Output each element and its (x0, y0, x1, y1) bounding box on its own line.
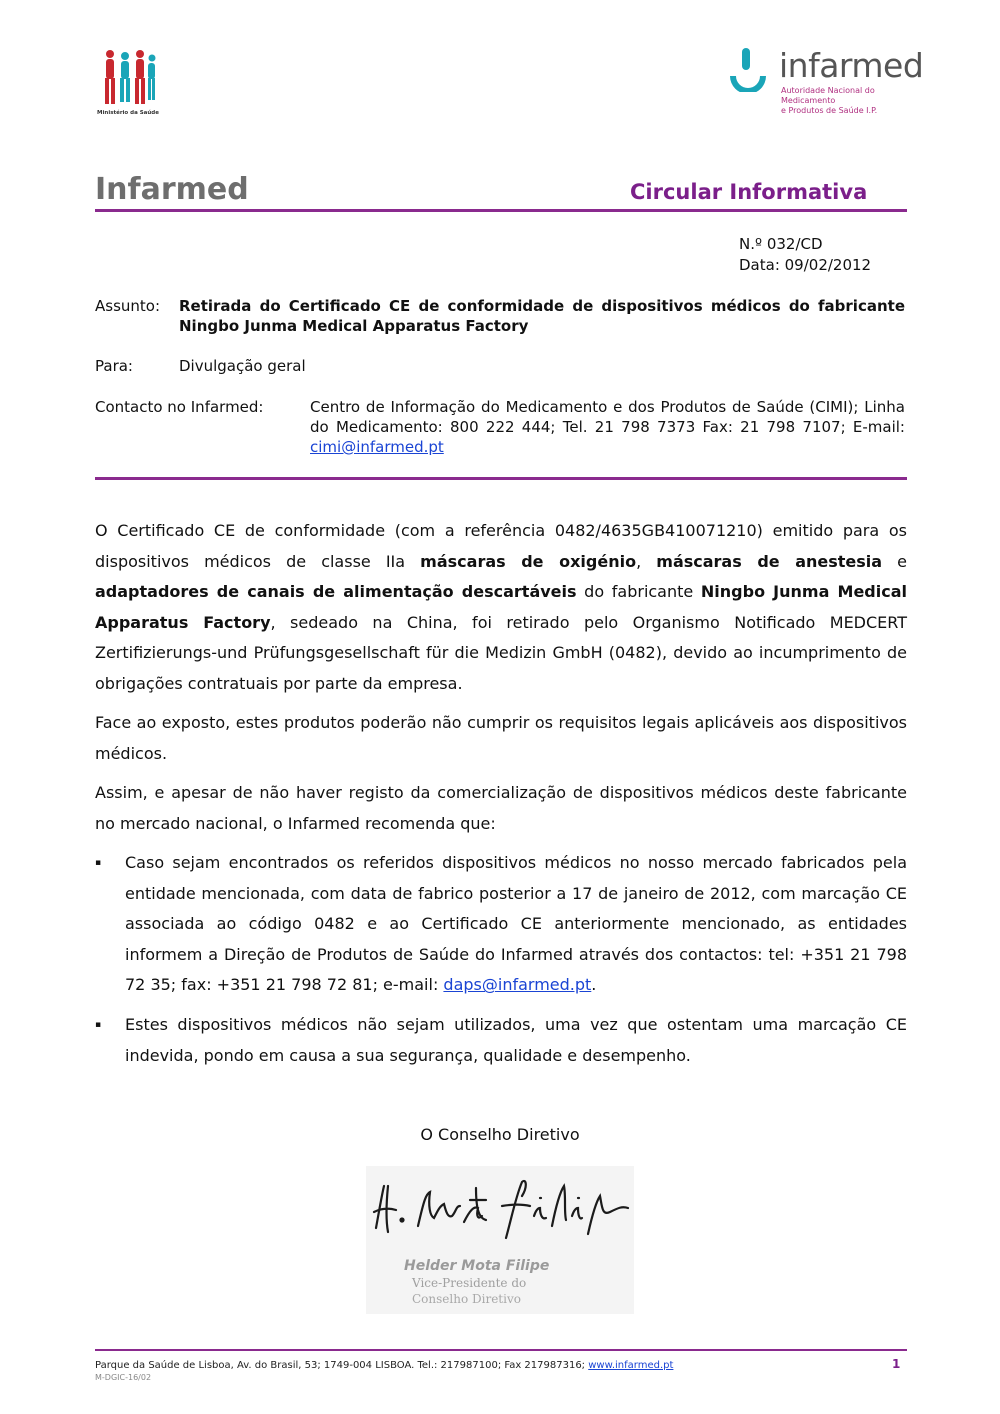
document-brand-title: Infarmed (95, 172, 249, 207)
signatory-name: Helder Mota Filipe (404, 1258, 550, 1274)
list-item (95, 1010, 907, 1071)
bullet-1-end: . (591, 975, 597, 995)
paragraph-3: Assim, e apesar de não haver registo da comercialização de dispositivos médicos deste fabricante no mercado nacional, o Infarmed recomenda que: (95, 783, 907, 833)
contact-details: Centro de Informação do Medicamento e dos Produtos de Saúde (CIMI); Linha do Medicamento: 800 222 444; Tel. 21 798 7373 Fax: 21 798 7107; E-mail: (310, 398, 905, 436)
paragraph-1 (95, 516, 907, 700)
form-code: M-DGIC-16/02 (95, 1373, 152, 1382)
bullet-icon: ▪ (95, 858, 102, 868)
ministry-caption: Ministério da Saúde (97, 110, 159, 116)
ministry-logo (96, 46, 162, 118)
footer-address-text: Parque da Saúde de Lisboa, Av. do Brasil, 53; 1749-004 LISBOA. Tel.: 217987100; Fax 217987316; (95, 1360, 589, 1371)
contact-email-link[interactable]: cimi@infarmed.pt (310, 438, 444, 456)
infarmed-logo-subtitle (781, 86, 931, 116)
signatory-role-line-2: Conselho Diretivo (412, 1292, 521, 1306)
contact-text (310, 397, 905, 457)
recommendation-list (95, 848, 907, 1080)
subtitle-line-1: Autoridade Nacional do Medicamento (781, 86, 875, 105)
circular-date: Data: 09/02/2012 (739, 256, 872, 274)
p1-text-c: , (636, 551, 657, 571)
p1-text-g: do fabricante (576, 582, 701, 602)
subject-label: Assunto: (95, 297, 161, 315)
p1-bold-anesthesia-masks: máscaras de anestesia (656, 551, 883, 571)
signature-scribble (366, 1166, 634, 1266)
p1-text-e: e (882, 551, 908, 571)
section-divider (95, 477, 907, 480)
p1-text-a: O Certificado CE de conformidade (com a referência 0482/4635GB410071210) emitido para os dispositivos médicos de classe IIa (95, 521, 907, 571)
bullet-icon: ▪ (95, 1019, 102, 1030)
document-type-title: Circular Informativa (630, 180, 868, 204)
recipient-text: Divulgação geral (179, 357, 306, 375)
paragraph-2: Face ao exposto, estes produtos poderão não cumprir os requisitos legais aplicáveis aos dispositivos médicos. (95, 713, 907, 763)
p1-bold-oxygen-masks: máscaras de oxigénio (420, 551, 637, 571)
daps-email-link[interactable]: daps@infarmed.pt (443, 975, 592, 995)
footer-address (95, 1360, 673, 1371)
signatory-role-line-1: Vice-Presidente do (412, 1276, 527, 1290)
subject-text: Retirada do Certificado CE de conformidade de dispositivos médicos do fabricante Ningbo Junma Medical Apparatus Factory (179, 297, 905, 335)
contact-label: Contacto no Infarmed: (95, 398, 264, 416)
page-number: 1 (892, 1357, 901, 1371)
signatory-label: O Conselho Diretivo (420, 1125, 580, 1144)
subtitle-line-2: e Produtos de Saúde I.P. (781, 106, 878, 115)
p1-bold-manufacturer: Ningbo Junma Medical Apparatus Factory (95, 582, 907, 632)
bullet-1-text: Caso sejam encontrados os referidos dispositivos médicos no nosso mercado fabricados pela entidade mencionada, com data de fabrico posterior a 17 de janeiro de 2012, com marcação CE associada ao código 0482 e ao Certificado CE anteriormente mencionado, as entidades informem a Direção de Produtos de Saúde do Infarmed através dos contactos: tel: +351 21 798 72 35; fax: +351 21 798 72 81; e-mail: (125, 853, 907, 995)
infarmed-logo-icon (726, 48, 774, 96)
recipient-label: Para: (95, 357, 133, 375)
infarmed-logo-word: infarmed (779, 46, 924, 85)
p1-text-i: , sedeado na China, foi retirado pelo Organismo Notificado MEDCERT Zertifizierungs-und Prüfungsgesellschaft für die Medizin GmbH (0482), devido ao incumprimento de obrigações contratuais por parte da empresa. (95, 612, 908, 693)
list-item (95, 848, 907, 1001)
p1-bold-adapters: adaptadores de canais de alimentação descartáveis (95, 582, 577, 602)
header-divider (95, 209, 907, 212)
footer-website-link[interactable]: www.infarmed.pt (588, 1360, 674, 1371)
bullet-2-text: Estes dispositivos médicos não sejam utilizados, uma vez que ostentam uma marcação CE indevida, pondo em causa a sua segurança, qualidade e desempenho. (125, 1014, 907, 1065)
circular-number: N.º 032/CD (739, 235, 823, 253)
footer-divider (95, 1349, 907, 1351)
